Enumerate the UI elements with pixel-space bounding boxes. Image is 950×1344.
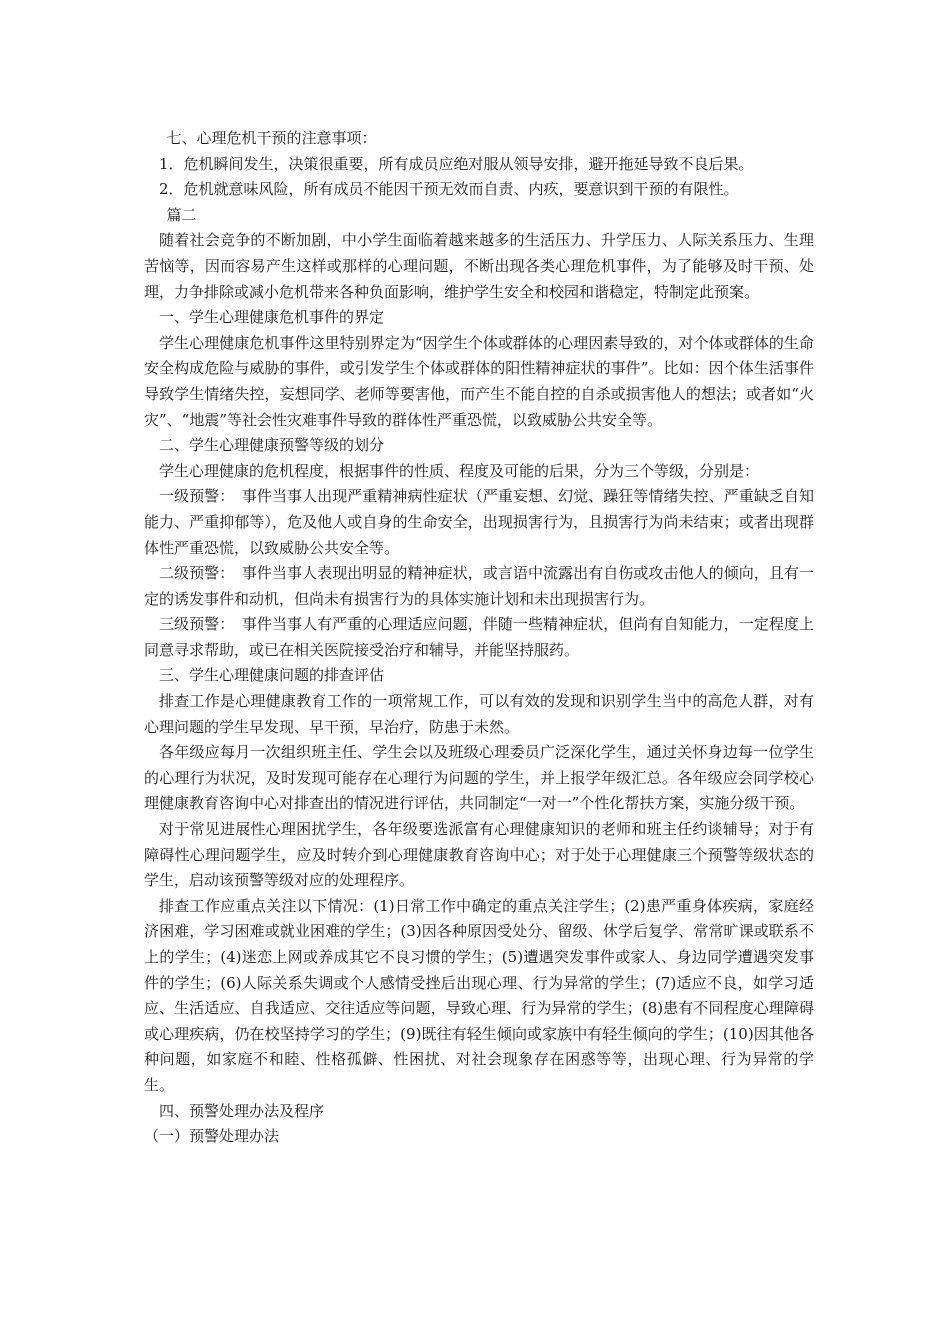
section-1-body: 学生心理健康危机事件这里特别界定为“因学生个体或群体的心理因素导致的，对个体或群体的生命安全构成危险与威胁的事件，或引发学生个体或群体的阳性精神症状的事件”。比如：因个体生活事件导致学生情绪失控，妄想同学、老师等要害他，而产生不能自控的自杀或损害他人的想法；或者如“火灾”、“地震”等社会性灾难事件导致的群体性严重恐慌，以致威胁公共安全等。: [144, 333, 814, 429]
section-3-body-1: 排查工作是心理健康教育工作的一项常规工作，可以有效的发现和识别学生当中的高危人群，对有心理问题的学生早发现、早干预，早治疗，防患于未然。: [144, 692, 814, 736]
section-7-item-1: 1．危机瞬间发生，决策很重要，所有成员应绝对服从领导安排，避开拖延导致不良后果。: [159, 154, 754, 173]
section-3-body-4: 排查工作应重点关注以下情况：(1)日常工作中确定的重点关注学生；(2)患严重身体疾病，家庭经济困难，学习困难或就业困难的学生；(3)因各种原因受处分、留级、休学后复学、常常旷课或联系不上的学生；(4)迷恋上网或养成其它不良习惯的学生；(5)遭遇突发事件或家人、身边同学遭遇突发事件的学生；(6)人际关系失调或个人感情受挫后出现心理、行为异常的学生；(7)适应不良，如学习适应、生活适应、自我适应、交往适应等问题，导致心理、行为异常的学生；(8)患有不同程度心理障碍或心理疾病，仍在校坚持学习的学生；(9)既往有轻生倾向或家族中有轻生倾向的学生；(10)因其他各种问题，如家庭不和睦、性格孤僻、性困扰、对社会现象存在困惑等等，出现心理、行为异常的学生。: [144, 896, 814, 1094]
section-1-heading: 一、学生心理健康危机事件的界定: [159, 308, 385, 327]
section-2-body: 学生心理健康的危机程度，根据事件的性质、程度及可能的后果，分为三个等级，分别是：: [159, 461, 760, 480]
section-3-body-2: 各年级应每月一次组织班主任、学生会以及班级心理委员广泛深化学生，通过关怀身边每一位学生的心理行为状况，及时发现可能存在心理行为问题的学生，并上报学年级汇总。各年级应会同学校心理健康教育咨询中心对排查出的情况进行评估，共同制定“一对一”个性化帮扶方案，实施分级干预。: [144, 743, 814, 813]
section-2-heading: 二、学生心理健康预警等级的划分: [159, 436, 385, 455]
section-3-body-3: 对于常见进展性心理困扰学生，各年级要选派富有心理健康知识的老师和班主任约谈辅导；对于有障碍性心理问题学生，应及时转介到心理健康教育咨询中心；对于处于心理健康三个预警等级状态的学生，启动该预警等级对应的处理程序。: [144, 820, 814, 890]
section-7-item-2: 2．危机就意味风险，所有成员不能因干预无效而自责、内疚，要意识到干预的有限性。: [159, 180, 739, 199]
section-7-heading: 七、心理危机干预的注意事项：: [166, 129, 377, 147]
warning-level-3: 三级预警： 事件当事人有严重的心理适应问题，伴随一些精神症状，但尚有自知能力，一定程度上同意寻求帮助，或已在相关医院接受治疗和辅导，并能坚持服药。: [144, 615, 814, 659]
section-4-subheading-1: （一）预警处理办法: [144, 1127, 280, 1146]
intro-paragraph: 随着社会竞争的不断加剧，中小学生面临着越来越多的生活压力、升学压力、人际关系压力、生理苦恼等，因而容易产生这样或那样的心理问题，不断出现各类心理危机事件，为了能够及时干预、处理，力争排除或减小危机带来各种负面影响，维护学生安全和校园和谐稳定，特制定此预案。: [144, 231, 814, 301]
warning-level-2: 二级预警： 事件当事人表现出明显的精神症状，或言语中流露出有自伤或攻击他人的倾向，且有一定的诱发事件和动机，但尚未有损害行为的具体实施计划和未出现损害行为。: [144, 564, 814, 608]
section-4-heading: 四、预警处理办法及程序: [159, 1101, 325, 1120]
part-2-heading: 篇二: [166, 205, 197, 224]
warning-level-1: 一级预警： 事件当事人出现严重精神病性症状（严重妄想、幻觉、躁狂等情绪失控、严重缺乏自知能力、严重抑郁等），危及他人或自身的生命安全，出现损害行为，且损害行为尚未结束；或者出现群体性严重恐慌，以致威胁公共安全等。: [144, 487, 814, 557]
section-3-heading: 三、学生心理健康问题的排查评估: [159, 666, 385, 685]
document-body: [144, 126, 814, 1150]
